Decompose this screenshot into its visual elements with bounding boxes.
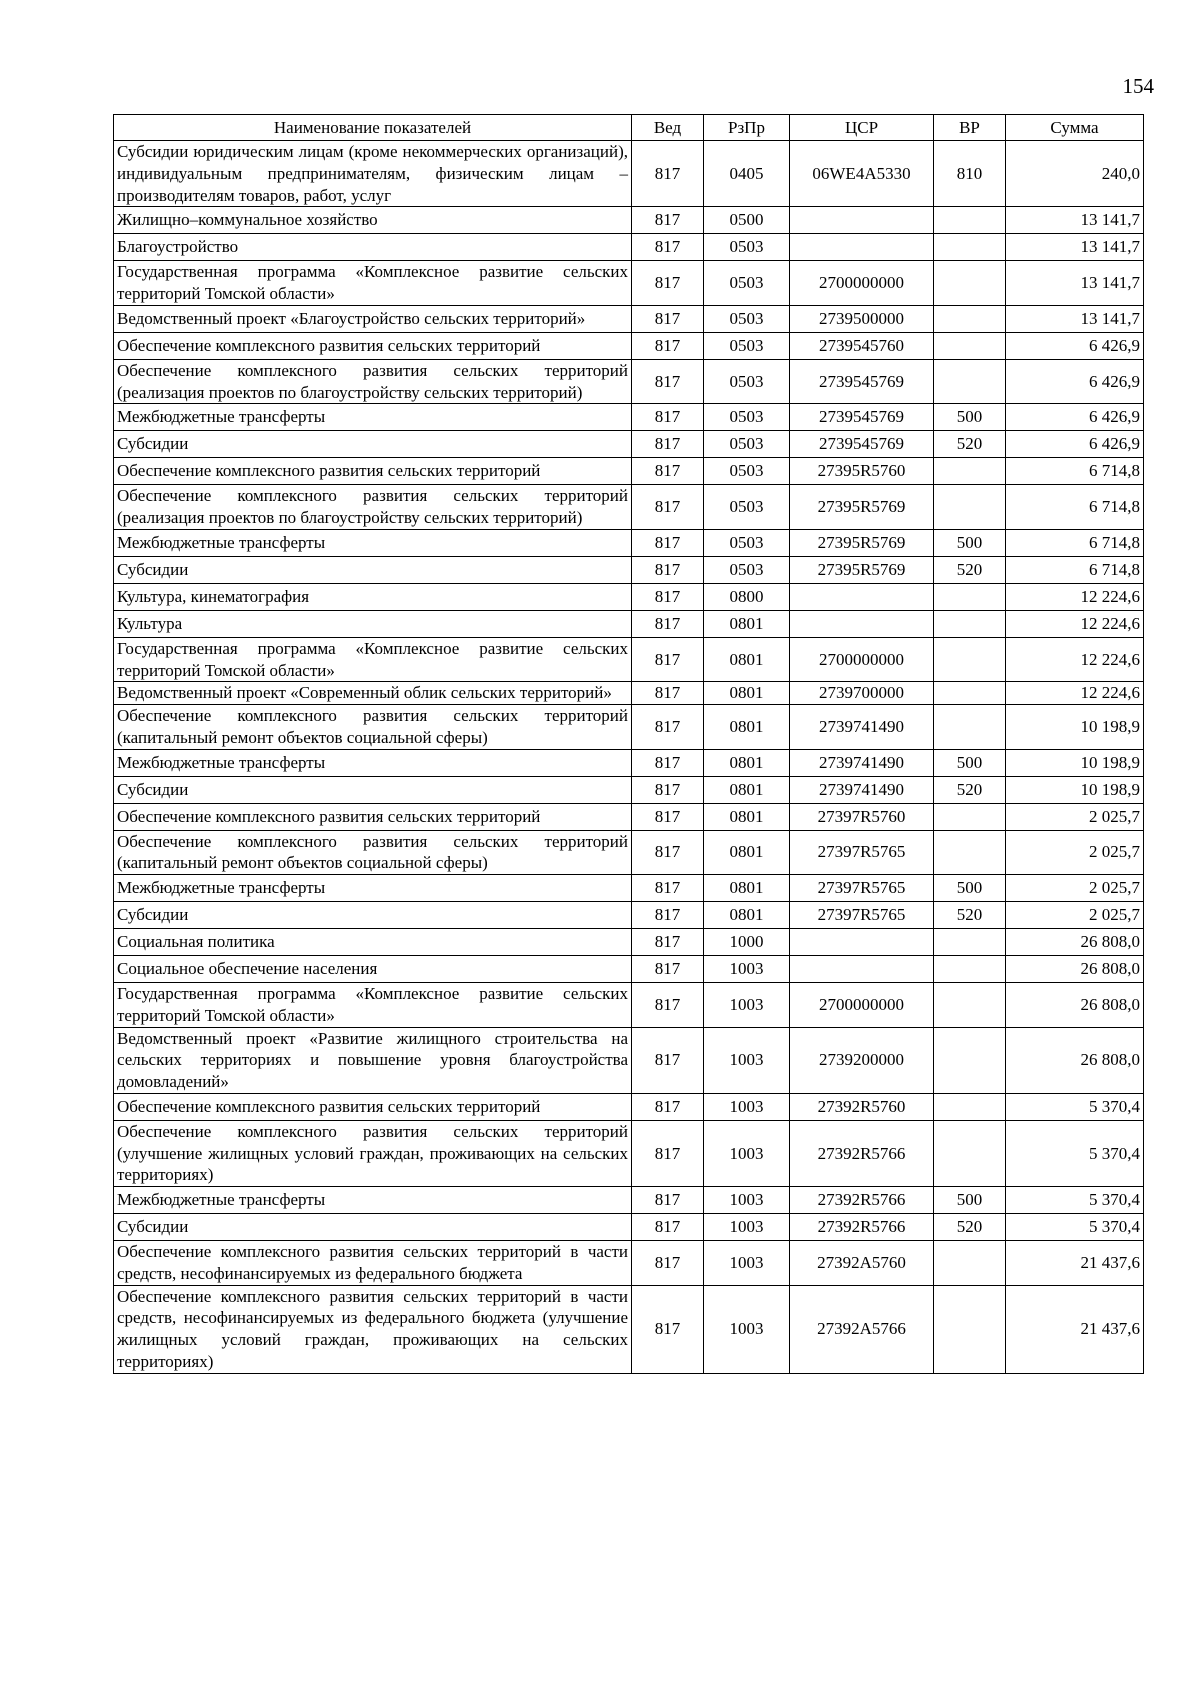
row-name: Обеспечение комплексного развития сельских территорий — [114, 803, 632, 830]
row-sum: 6 714,8 — [1006, 458, 1144, 485]
row-name: Обеспечение комплексного развития сельских территорий (реализация проектов по благоустройству сельских территорий) — [114, 485, 632, 530]
row-csr: 27397R5760 — [790, 803, 934, 830]
budget-table — [113, 114, 1144, 1374]
row-sum: 2 025,7 — [1006, 803, 1144, 830]
row-rzpr: 0800 — [704, 583, 790, 610]
row-name: Межбюджетные трансферты — [114, 404, 632, 431]
row-ved: 817 — [632, 1093, 704, 1120]
table-row — [114, 141, 1144, 207]
header-name: Наименование показателей — [114, 115, 632, 141]
row-rzpr: 1003 — [704, 1187, 790, 1214]
row-ved: 817 — [632, 1241, 704, 1286]
row-name: Обеспечение комплексного развития сельских территорий (капитальный ремонт объектов социальной сферы) — [114, 830, 632, 875]
table-row — [114, 776, 1144, 803]
row-csr: 27392R5760 — [790, 1093, 934, 1120]
row-vr — [934, 803, 1006, 830]
row-csr: 2739545769 — [790, 431, 934, 458]
row-name: Обеспечение комплексного развития сельских территорий — [114, 458, 632, 485]
table-row — [114, 332, 1144, 359]
row-ved: 817 — [632, 207, 704, 234]
row-sum: 5 370,4 — [1006, 1187, 1144, 1214]
table-row — [114, 983, 1144, 1028]
row-csr — [790, 234, 934, 261]
row-sum: 12 224,6 — [1006, 583, 1144, 610]
row-ved: 817 — [632, 902, 704, 929]
row-sum: 13 141,7 — [1006, 207, 1144, 234]
row-ved: 817 — [632, 1027, 704, 1093]
row-rzpr: 0801 — [704, 776, 790, 803]
row-sum: 5 370,4 — [1006, 1214, 1144, 1241]
row-sum: 6 714,8 — [1006, 556, 1144, 583]
row-rzpr: 1003 — [704, 983, 790, 1028]
table-row — [114, 1187, 1144, 1214]
row-sum: 10 198,9 — [1006, 776, 1144, 803]
row-ved: 817 — [632, 830, 704, 875]
row-name: Государственная программа «Комплексное развитие сельских территорий Томской области» — [114, 983, 632, 1028]
row-vr: 520 — [934, 1214, 1006, 1241]
row-rzpr: 0503 — [704, 431, 790, 458]
row-rzpr: 1003 — [704, 1027, 790, 1093]
row-ved: 817 — [632, 682, 704, 705]
row-csr: 27392A5760 — [790, 1241, 934, 1286]
row-rzpr: 0503 — [704, 234, 790, 261]
row-rzpr: 1003 — [704, 1120, 790, 1186]
row-name: Ведомственный проект «Современный облик сельских территорий» — [114, 682, 632, 705]
row-vr — [934, 1093, 1006, 1120]
row-csr: 2739741490 — [790, 749, 934, 776]
row-name: Субсидии — [114, 776, 632, 803]
table-row — [114, 1241, 1144, 1286]
row-rzpr: 0801 — [704, 830, 790, 875]
row-vr: 520 — [934, 776, 1006, 803]
header-vr: ВР — [934, 115, 1006, 141]
row-rzpr: 0801 — [704, 902, 790, 929]
row-rzpr: 0503 — [704, 359, 790, 404]
row-name: Социальная политика — [114, 929, 632, 956]
row-vr: 500 — [934, 875, 1006, 902]
row-name: Социальное обеспечение населения — [114, 956, 632, 983]
row-ved: 817 — [632, 458, 704, 485]
row-csr — [790, 610, 934, 637]
table-row — [114, 637, 1144, 682]
row-sum: 21 437,6 — [1006, 1285, 1144, 1373]
table-row — [114, 359, 1144, 404]
row-sum: 6 426,9 — [1006, 404, 1144, 431]
row-vr — [934, 929, 1006, 956]
row-rzpr: 0503 — [704, 404, 790, 431]
table-row — [114, 234, 1144, 261]
row-name: Ведомственный проект «Благоустройство сельских территорий» — [114, 305, 632, 332]
row-ved: 817 — [632, 1120, 704, 1186]
row-ved: 817 — [632, 485, 704, 530]
table-row — [114, 305, 1144, 332]
row-name: Обеспечение комплексного развития сельских территорий — [114, 332, 632, 359]
row-rzpr: 1000 — [704, 929, 790, 956]
row-rzpr: 0503 — [704, 556, 790, 583]
row-vr: 520 — [934, 556, 1006, 583]
row-csr: 2739545769 — [790, 359, 934, 404]
row-rzpr: 0503 — [704, 458, 790, 485]
row-rzpr: 1003 — [704, 1093, 790, 1120]
row-rzpr: 0801 — [704, 610, 790, 637]
row-vr — [934, 359, 1006, 404]
row-sum: 21 437,6 — [1006, 1241, 1144, 1286]
row-name: Обеспечение комплексного развития сельских территорий в части средств, несофинансируемых из федерального бюджета — [114, 1241, 632, 1286]
row-vr: 500 — [934, 749, 1006, 776]
header-ved: Вед — [632, 115, 704, 141]
row-vr — [934, 458, 1006, 485]
row-vr — [934, 705, 1006, 750]
row-vr — [934, 610, 1006, 637]
row-sum: 12 224,6 — [1006, 610, 1144, 637]
row-vr — [934, 1285, 1006, 1373]
row-ved: 817 — [632, 803, 704, 830]
row-csr — [790, 956, 934, 983]
row-sum: 26 808,0 — [1006, 983, 1144, 1028]
table-row — [114, 1214, 1144, 1241]
row-csr: 2700000000 — [790, 637, 934, 682]
table-row — [114, 583, 1144, 610]
page-number: 154 — [1122, 74, 1154, 98]
row-name: Субсидии — [114, 556, 632, 583]
row-ved: 817 — [632, 1214, 704, 1241]
row-rzpr: 0503 — [704, 332, 790, 359]
row-ved: 817 — [632, 404, 704, 431]
row-vr: 520 — [934, 431, 1006, 458]
row-name: Культура, кинематография — [114, 583, 632, 610]
row-vr: 500 — [934, 404, 1006, 431]
table-row — [114, 929, 1144, 956]
row-rzpr: 0801 — [704, 682, 790, 705]
row-name: Обеспечение комплексного развития сельских территорий — [114, 1093, 632, 1120]
header-sum: Сумма — [1006, 115, 1144, 141]
row-name: Субсидии юридическим лицам (кроме некоммерческих организаций), индивидуальным предпринимателям, физическим лицам – производителям товаров, работ, услуг — [114, 141, 632, 207]
table-row — [114, 1285, 1144, 1373]
row-vr — [934, 234, 1006, 261]
row-ved: 817 — [632, 234, 704, 261]
row-rzpr: 0801 — [704, 875, 790, 902]
row-csr: 27395R5769 — [790, 529, 934, 556]
table-row — [114, 682, 1144, 705]
row-rzpr: 1003 — [704, 1285, 790, 1373]
row-sum: 5 370,4 — [1006, 1120, 1144, 1186]
row-sum: 6 426,9 — [1006, 431, 1144, 458]
row-vr — [934, 1241, 1006, 1286]
row-ved: 817 — [632, 875, 704, 902]
table-row — [114, 875, 1144, 902]
table-row — [114, 610, 1144, 637]
row-vr — [934, 830, 1006, 875]
table-row — [114, 1120, 1144, 1186]
row-name: Ведомственный проект «Развитие жилищного строительства на сельских территориях и повышение уровня благоустройства домовладений» — [114, 1027, 632, 1093]
row-sum: 10 198,9 — [1006, 705, 1144, 750]
row-ved: 817 — [632, 705, 704, 750]
row-sum: 12 224,6 — [1006, 682, 1144, 705]
table-row — [114, 458, 1144, 485]
row-rzpr: 0801 — [704, 803, 790, 830]
row-csr: 27397R5765 — [790, 875, 934, 902]
row-csr: 2739741490 — [790, 705, 934, 750]
row-sum: 6 714,8 — [1006, 485, 1144, 530]
row-rzpr: 1003 — [704, 1241, 790, 1286]
row-vr — [934, 207, 1006, 234]
row-sum: 2 025,7 — [1006, 902, 1144, 929]
row-vr — [934, 1027, 1006, 1093]
table-row — [114, 556, 1144, 583]
row-sum: 13 141,7 — [1006, 234, 1144, 261]
row-sum: 12 224,6 — [1006, 637, 1144, 682]
row-ved: 817 — [632, 556, 704, 583]
row-name: Межбюджетные трансферты — [114, 529, 632, 556]
row-rzpr: 0503 — [704, 305, 790, 332]
row-vr — [934, 485, 1006, 530]
row-vr — [934, 637, 1006, 682]
row-csr — [790, 207, 934, 234]
row-rzpr: 0801 — [704, 637, 790, 682]
row-vr — [934, 261, 1006, 306]
row-name: Субсидии — [114, 902, 632, 929]
table-row — [114, 207, 1144, 234]
table-row — [114, 1027, 1144, 1093]
row-csr: 27395R5769 — [790, 556, 934, 583]
row-sum: 26 808,0 — [1006, 929, 1144, 956]
table-row — [114, 529, 1144, 556]
row-csr: 2700000000 — [790, 261, 934, 306]
row-rzpr: 1003 — [704, 1214, 790, 1241]
row-csr: 27392R5766 — [790, 1187, 934, 1214]
row-sum: 13 141,7 — [1006, 261, 1144, 306]
row-name: Государственная программа «Комплексное развитие сельских территорий Томской области» — [114, 637, 632, 682]
row-vr — [934, 583, 1006, 610]
table-row — [114, 261, 1144, 306]
table-row — [114, 956, 1144, 983]
row-ved: 817 — [632, 583, 704, 610]
row-csr: 27392R5766 — [790, 1214, 934, 1241]
row-ved: 817 — [632, 529, 704, 556]
row-sum: 26 808,0 — [1006, 1027, 1144, 1093]
row-ved: 817 — [632, 141, 704, 207]
row-csr: 2739741490 — [790, 776, 934, 803]
row-ved: 817 — [632, 261, 704, 306]
row-ved: 817 — [632, 637, 704, 682]
row-vr — [934, 1120, 1006, 1186]
row-rzpr: 0801 — [704, 749, 790, 776]
row-vr — [934, 332, 1006, 359]
table-row — [114, 705, 1144, 750]
row-ved: 817 — [632, 332, 704, 359]
row-rzpr: 1003 — [704, 956, 790, 983]
row-rzpr: 0503 — [704, 529, 790, 556]
row-ved: 817 — [632, 359, 704, 404]
row-vr: 520 — [934, 902, 1006, 929]
row-name: Культура — [114, 610, 632, 637]
table-row — [114, 404, 1144, 431]
row-name: Благоустройство — [114, 234, 632, 261]
row-name: Обеспечение комплексного развития сельских территорий (улучшение жилищных условий граждан, проживающих на сельских территориях) — [114, 1120, 632, 1186]
row-name: Субсидии — [114, 431, 632, 458]
row-sum: 240,0 — [1006, 141, 1144, 207]
row-sum: 13 141,7 — [1006, 305, 1144, 332]
row-csr: 27392A5766 — [790, 1285, 934, 1373]
row-name: Обеспечение комплексного развития сельских территорий (капитальный ремонт объектов социальной сферы) — [114, 705, 632, 750]
row-ved: 817 — [632, 610, 704, 637]
table-row — [114, 902, 1144, 929]
row-vr — [934, 305, 1006, 332]
row-name: Обеспечение комплексного развития сельских территорий в части средств, несофинансируемых из федерального бюджета (улучшение жилищных условий граждан, проживающих на сельских территориях) — [114, 1285, 632, 1373]
row-ved: 817 — [632, 776, 704, 803]
row-ved: 817 — [632, 983, 704, 1028]
row-csr: 27397R5765 — [790, 830, 934, 875]
row-ved: 817 — [632, 305, 704, 332]
row-csr: 27397R5765 — [790, 902, 934, 929]
row-csr: 27395R5760 — [790, 458, 934, 485]
row-vr: 810 — [934, 141, 1006, 207]
row-vr: 500 — [934, 1187, 1006, 1214]
row-vr — [934, 956, 1006, 983]
row-ved: 817 — [632, 929, 704, 956]
row-sum: 6 426,9 — [1006, 332, 1144, 359]
row-name: Межбюджетные трансферты — [114, 1187, 632, 1214]
row-rzpr: 0503 — [704, 485, 790, 530]
table-row — [114, 830, 1144, 875]
row-name: Межбюджетные трансферты — [114, 749, 632, 776]
row-rzpr: 0503 — [704, 261, 790, 306]
table-header-row — [114, 115, 1144, 141]
table-row — [114, 1093, 1144, 1120]
row-ved: 817 — [632, 1187, 704, 1214]
row-csr: 2739200000 — [790, 1027, 934, 1093]
row-sum: 10 198,9 — [1006, 749, 1144, 776]
row-vr — [934, 682, 1006, 705]
row-csr: 2739500000 — [790, 305, 934, 332]
row-name: Субсидии — [114, 1214, 632, 1241]
row-sum: 2 025,7 — [1006, 830, 1144, 875]
row-csr: 27392R5766 — [790, 1120, 934, 1186]
row-csr — [790, 583, 934, 610]
row-csr: 2739545760 — [790, 332, 934, 359]
table-row — [114, 485, 1144, 530]
header-rzpr: РзПр — [704, 115, 790, 141]
row-sum: 5 370,4 — [1006, 1093, 1144, 1120]
row-ved: 817 — [632, 749, 704, 776]
row-csr: 2700000000 — [790, 983, 934, 1028]
row-csr: 27395R5769 — [790, 485, 934, 530]
row-vr — [934, 983, 1006, 1028]
row-ved: 817 — [632, 956, 704, 983]
row-sum: 6 714,8 — [1006, 529, 1144, 556]
row-name: Обеспечение комплексного развития сельских территорий (реализация проектов по благоустройству сельских территорий) — [114, 359, 632, 404]
row-csr: 2739700000 — [790, 682, 934, 705]
table-row — [114, 803, 1144, 830]
row-sum: 6 426,9 — [1006, 359, 1144, 404]
row-rzpr: 0405 — [704, 141, 790, 207]
row-name: Жилищно–коммунальное хозяйство — [114, 207, 632, 234]
row-name: Межбюджетные трансферты — [114, 875, 632, 902]
row-rzpr: 0500 — [704, 207, 790, 234]
row-csr — [790, 929, 934, 956]
row-ved: 817 — [632, 1285, 704, 1373]
row-vr: 500 — [934, 529, 1006, 556]
row-ved: 817 — [632, 431, 704, 458]
row-sum: 26 808,0 — [1006, 956, 1144, 983]
row-csr: 06WE4A5330 — [790, 141, 934, 207]
row-name: Государственная программа «Комплексное развитие сельских территорий Томской области» — [114, 261, 632, 306]
header-csr: ЦСР — [790, 115, 934, 141]
row-csr: 2739545769 — [790, 404, 934, 431]
row-sum: 2 025,7 — [1006, 875, 1144, 902]
table-row — [114, 431, 1144, 458]
row-rzpr: 0801 — [704, 705, 790, 750]
table-row — [114, 749, 1144, 776]
